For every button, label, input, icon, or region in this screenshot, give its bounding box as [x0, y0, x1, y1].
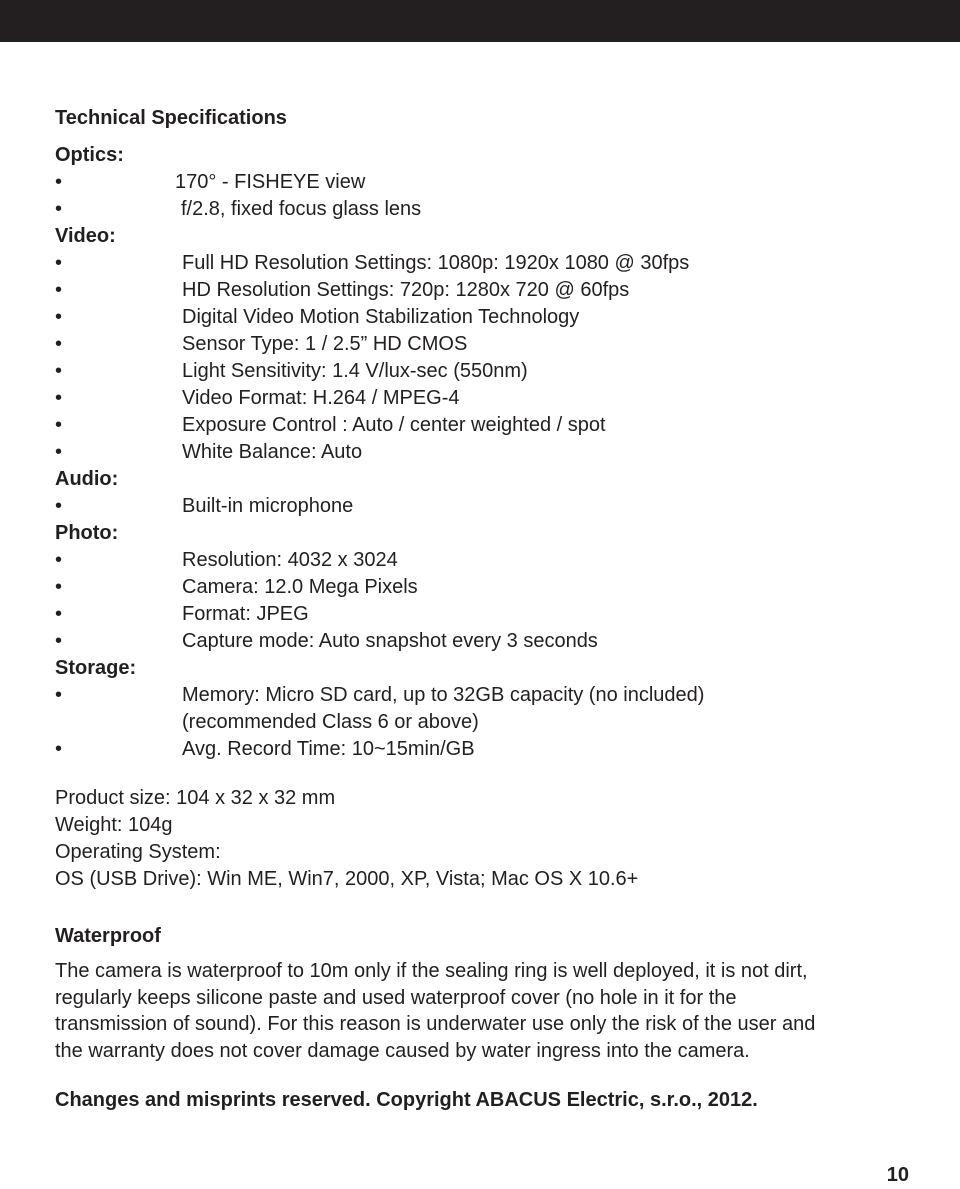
paragraph-line: regularly keeps silicone paste and used waterproof cover (no hole in it for the	[55, 986, 737, 1009]
list-item	[55, 574, 925, 601]
waterproof-paragraph	[55, 958, 925, 1064]
section-label-audio: Audio:	[55, 468, 119, 490]
bullet-icon: •	[55, 252, 63, 274]
spec-value: White Balance: Auto	[182, 441, 363, 463]
bullet-icon: •	[55, 279, 63, 301]
spec-value: 170° - FISHEYE view	[175, 171, 366, 193]
bullet-icon: •	[55, 630, 63, 652]
paragraph-line: transmission of sound). For this reason is underwater use only the risk of the user and	[55, 1013, 816, 1035]
list-item	[55, 736, 925, 763]
list-item	[55, 547, 925, 574]
bullet-icon: •	[55, 171, 63, 193]
bullet-icon: •	[55, 414, 63, 436]
bullet-icon: •	[55, 603, 63, 625]
page-title: Technical Specifications	[55, 107, 287, 129]
os-label: Operating System:	[55, 841, 221, 863]
spec-value-continuation: (recommended Class 6 or above)	[182, 711, 479, 733]
list-item	[55, 196, 925, 223]
spec-value: Exposure Control : Auto / center weighted / spot	[182, 414, 606, 436]
product-size: Product size: 104 x 32 x 32 mm	[55, 787, 336, 809]
list-item	[55, 277, 925, 304]
weight: Weight: 104g	[55, 814, 173, 836]
spec-value: Memory: Micro SD card, up to 32GB capacity (no included)	[182, 684, 705, 706]
bullet-icon: •	[55, 198, 63, 220]
copyright-note: Changes and misprints reserved. Copyright ABACUS Electric, s.r.o., 2012.	[55, 1089, 758, 1111]
section-label-video: Video:	[55, 225, 116, 247]
spec-value: Sensor Type: 1 / 2.5” HD CMOS	[182, 333, 468, 355]
waterproof-heading: Waterproof	[55, 925, 161, 947]
bullet-icon: •	[55, 306, 63, 328]
bullet-icon: •	[55, 387, 63, 409]
spec-value: Video Format: H.264 / MPEG-4	[182, 387, 460, 409]
section-label-optics: Optics:	[55, 144, 124, 166]
list-item	[55, 304, 925, 331]
section-label-photo: Photo:	[55, 522, 119, 544]
list-item	[55, 601, 925, 628]
section-label-storage: Storage:	[55, 657, 137, 679]
list-item	[55, 358, 925, 385]
spacer	[55, 763, 925, 785]
list-item	[55, 331, 925, 358]
list-item	[55, 628, 925, 655]
spec-value: Camera: 12.0 Mega Pixels	[182, 576, 418, 598]
paragraph-line: The camera is waterproof to 10m only if the sealing ring is well deployed, it is not dirt,	[55, 960, 808, 982]
list-item	[55, 412, 925, 439]
spec-value: HD Resolution Settings: 720p: 1280x 720 @ 60fps	[182, 279, 630, 301]
list-item	[55, 250, 925, 277]
bullet-icon: •	[55, 333, 63, 355]
bullet-icon: •	[55, 441, 63, 463]
list-item	[55, 439, 925, 466]
spec-value: Digital Video Motion Stabilization Technology	[182, 306, 580, 328]
spec-value: Format: JPEG	[182, 603, 309, 625]
spec-value: Avg. Record Time: 10~15min/GB	[182, 738, 475, 760]
os-value: OS (USB Drive): Win ME, Win7, 2000, XP, Vista; Mac OS X 10.6+	[55, 868, 639, 890]
spec-value: Full HD Resolution Settings: 1080p: 1920x 1080 @ 30fps	[182, 252, 690, 274]
spec-value: Light Sensitivity: 1.4 V/lux-sec (550nm)	[182, 360, 528, 382]
page-header-bar	[0, 0, 960, 42]
spec-value: Built-in microphone	[182, 495, 354, 517]
bullet-icon: •	[55, 549, 63, 571]
bullet-icon: •	[55, 495, 63, 517]
spacer	[55, 893, 925, 923]
bullet-icon: •	[55, 684, 63, 706]
document-body	[55, 104, 925, 1114]
list-item	[55, 682, 925, 736]
paragraph-line: the warranty does not cover damage caused by water ingress into the camera.	[55, 1039, 750, 1062]
spec-value: Resolution: 4032 x 3024	[182, 549, 398, 571]
list-item	[55, 493, 925, 520]
list-item	[55, 169, 925, 196]
spec-value: Capture mode: Auto snapshot every 3 seconds	[182, 630, 598, 652]
page-number: 10	[886, 1164, 909, 1186]
bullet-icon: •	[55, 360, 63, 382]
bullet-icon: •	[55, 738, 63, 760]
list-item	[55, 385, 925, 412]
bullet-icon: •	[55, 576, 63, 598]
spec-value: f/2.8, fixed focus glass lens	[181, 198, 422, 220]
